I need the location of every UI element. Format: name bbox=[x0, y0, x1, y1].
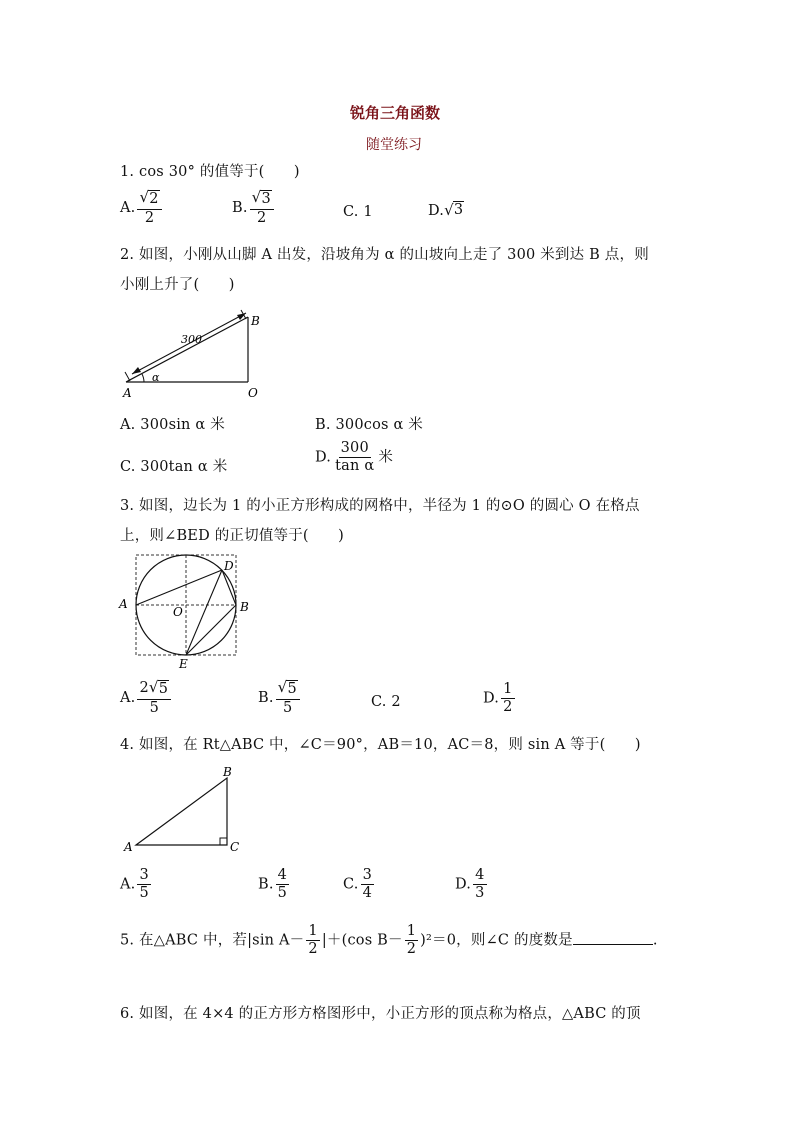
q3-stem-line2: 上，则∠BED 的正切值等于( ) bbox=[120, 528, 345, 544]
q4-option-d: D. $\frac{4}{3}$ bbox=[455, 867, 485, 902]
q3-option-d: D. $\frac{1}{2}$ bbox=[483, 681, 513, 716]
q5-stem: 5. 在△ABC 中，若|sin A－ $\frac{1}{2}$ |＋(cos B－ $\frac{1}{2}$ )²＝0，则∠C 的度数是 . bbox=[120, 923, 658, 958]
q2-slope-figure bbox=[115, 305, 275, 400]
q4-a-fraction: $\frac{3}{5}$ bbox=[139, 867, 149, 902]
q5-answer-blank[interactable] bbox=[573, 930, 653, 945]
angle-label: α bbox=[152, 371, 160, 384]
q4-option-b: B. $\frac{4}{5}$ bbox=[258, 867, 288, 902]
q3-stem-line1: 3. 如图，边长为 1 的小正方形构成的网格中，半径为 1 的⊙O 的圆心 O 在格点 bbox=[120, 498, 640, 514]
q3-b-fraction: √ 5 5 bbox=[276, 680, 300, 716]
angle-arc bbox=[142, 374, 144, 382]
sqrt-symbol: √ 5 bbox=[148, 678, 169, 697]
q1-b-fraction: √ 3 2 bbox=[250, 190, 274, 226]
triangle-abc bbox=[136, 778, 227, 845]
q4-d-fraction: $\frac{4}{3}$ bbox=[475, 867, 485, 902]
sqrt-symbol: √ 5 bbox=[277, 678, 297, 697]
point-b-label: B bbox=[251, 314, 260, 328]
sqrt-symbol: √ 2 bbox=[139, 188, 159, 207]
point-d-label: D bbox=[224, 559, 234, 573]
point-b-label: B bbox=[223, 765, 232, 779]
point-a-label: A bbox=[124, 840, 133, 854]
q4-option-a: A. $\frac{3}{5}$ bbox=[120, 867, 149, 902]
q3-d-fraction: $\frac{1}{2}$ bbox=[503, 681, 513, 716]
q4-b-fraction: $\frac{4}{5}$ bbox=[277, 867, 288, 902]
q3-option-c: C. 2 bbox=[371, 694, 401, 710]
q2-option-b: B. 300cos α 米 bbox=[315, 417, 423, 433]
q4-triangle-figure bbox=[118, 762, 248, 858]
q1-a-prefix: A. bbox=[120, 199, 136, 216]
point-c-label: C bbox=[230, 840, 240, 854]
point-e-label: E bbox=[179, 657, 188, 670]
page-title: 锐角三角函数 bbox=[350, 104, 441, 122]
length-label: 300 bbox=[181, 333, 202, 346]
q1-option-d: D. √ 3 bbox=[428, 201, 464, 219]
chord-eb bbox=[186, 605, 236, 655]
q6-stem: 6. 如图，在 4×4 的正方形方格图形中，小正方形的顶点称为格点，△ABC 的顶 bbox=[120, 1006, 641, 1022]
q1-option-a bbox=[120, 190, 164, 226]
q5-fraction-2: $\frac{1}{2}$ bbox=[406, 923, 417, 958]
point-o-label: O bbox=[173, 605, 183, 619]
q3-option-b: B. √ 5 5 bbox=[258, 680, 302, 716]
q2-d-fraction: $\frac{300}{\text{tan α}}$ bbox=[335, 440, 375, 475]
slope-hypotenuse bbox=[126, 317, 248, 382]
q4-option-c: C. $\frac{3}{4}$ bbox=[343, 867, 373, 902]
point-a-label: A bbox=[119, 597, 128, 611]
arrow-head-down bbox=[132, 367, 141, 374]
q4-stem: 4. 如图，在 Rt△ABC 中，∠C＝90°，AB＝10，AC＝8，则 sin A 等于( ) bbox=[120, 737, 641, 753]
sqrt-symbol: √ 3 bbox=[251, 188, 271, 207]
q2-option-a: A. 300sin α 米 bbox=[120, 417, 225, 433]
q1-a-fraction: √ 2 2 bbox=[137, 190, 161, 226]
q2-stem-line1: 2. 如图，小刚从山脚 A 出发，沿坡角为 α 的山坡向上走了 300 米到达 B 点，则 bbox=[120, 247, 649, 263]
q2-option-d: D. $\frac{300}{\text{tan α}}$ 米 bbox=[315, 440, 394, 475]
point-o-label: O bbox=[248, 386, 258, 400]
point-a-label: A bbox=[123, 386, 132, 400]
q2-stem-line2: 小刚上升了( ) bbox=[120, 277, 235, 293]
q5-fraction-1: $\frac{1}{2}$ bbox=[308, 923, 318, 958]
q4-c-fraction: $\frac{3}{4}$ bbox=[362, 867, 373, 902]
q1-stem: 1. cos 30° 的值等于( ) bbox=[120, 164, 300, 180]
page-subtitle: 随堂练习 bbox=[366, 137, 422, 153]
sqrt-symbol: √ 3 bbox=[444, 201, 464, 219]
q1-option-b: B. √ 3 2 bbox=[232, 190, 276, 226]
tick-a bbox=[125, 372, 130, 381]
right-angle-mark bbox=[220, 838, 227, 845]
q3-a-fraction: 2 √ 5 5 bbox=[137, 680, 171, 716]
q3-option-a: A. 2 √ 5 5 bbox=[120, 680, 173, 716]
q3-circle-grid-figure bbox=[115, 548, 260, 670]
chord-db bbox=[222, 570, 236, 605]
q2-option-c: C. 300tan α 米 bbox=[120, 459, 228, 475]
point-b-label: B bbox=[240, 600, 249, 614]
q1-option-c: C. 1 bbox=[343, 204, 373, 220]
